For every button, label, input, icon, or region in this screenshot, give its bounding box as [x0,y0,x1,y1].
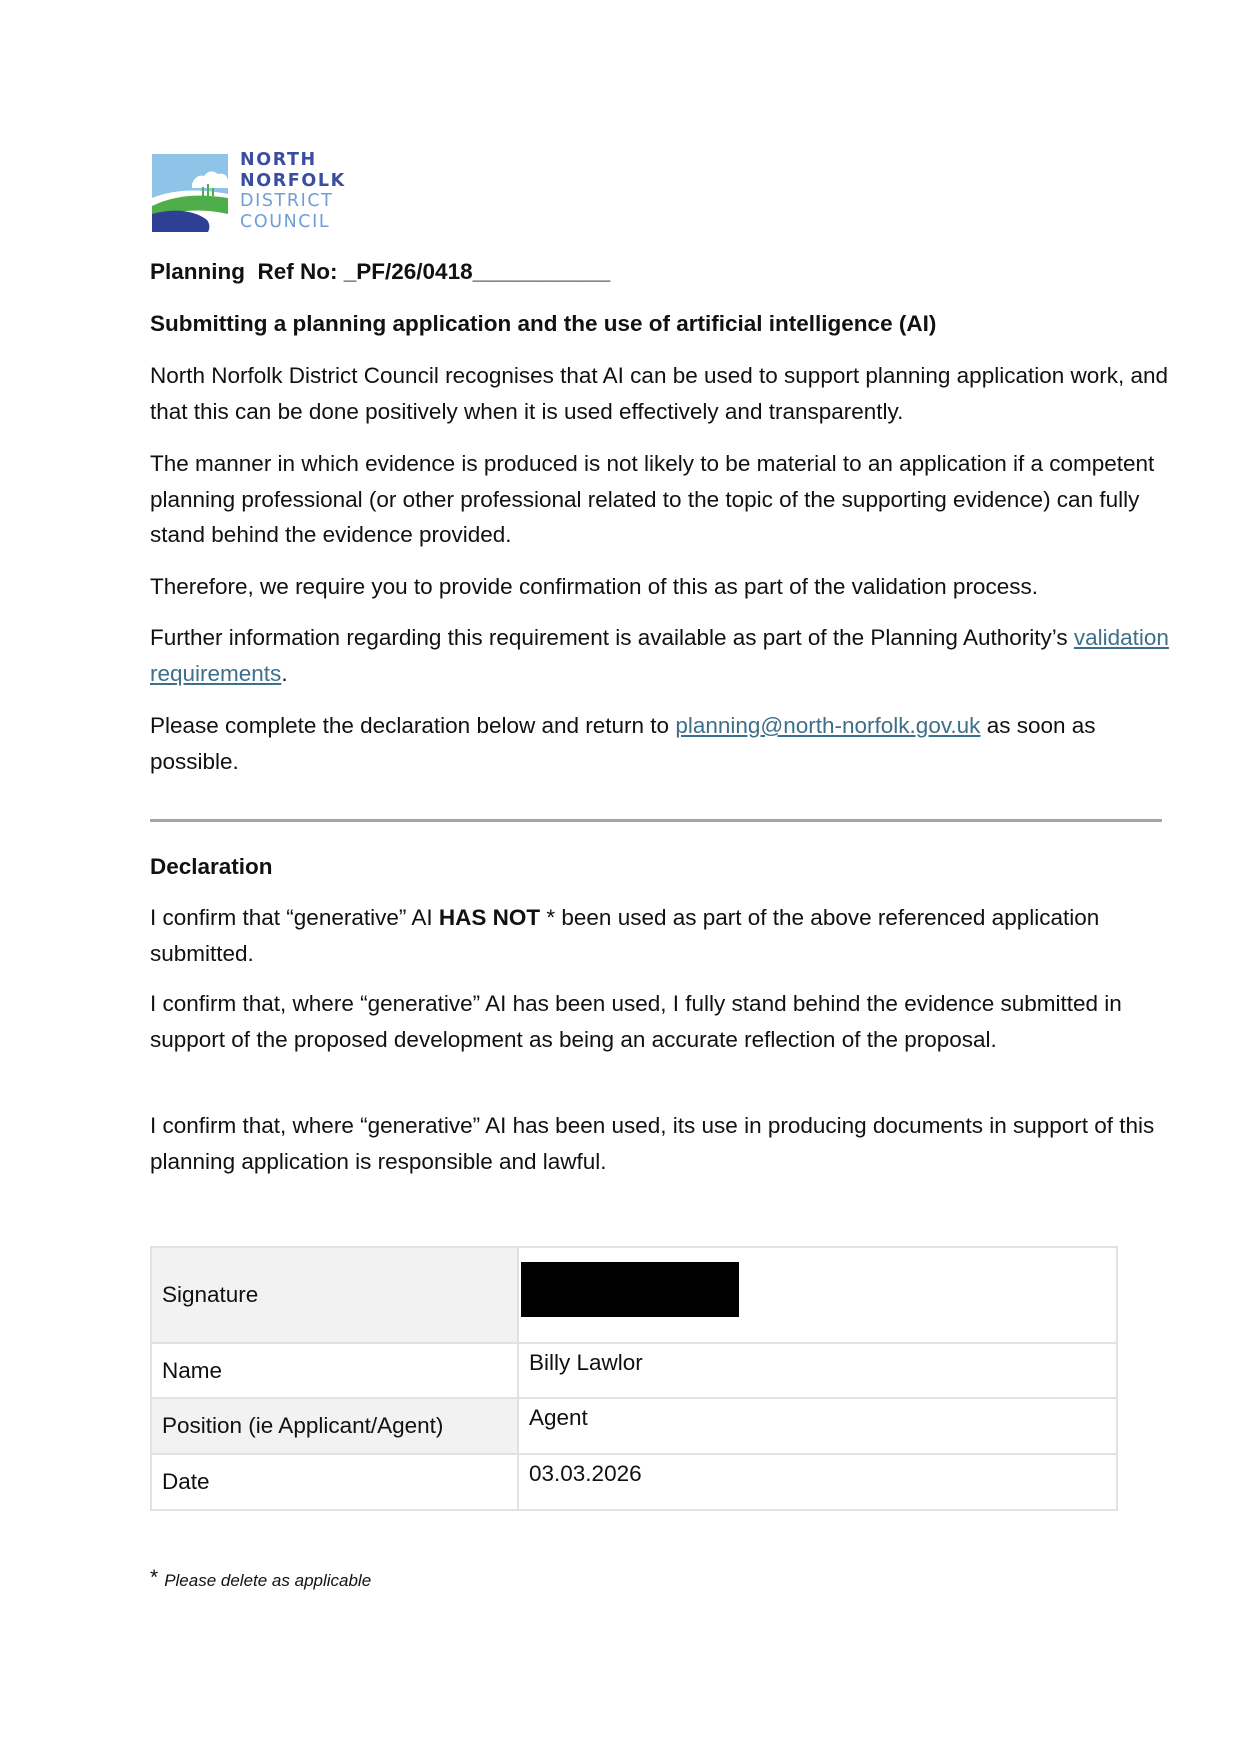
position-field[interactable]: Agent [518,1398,1117,1454]
footnote-asterisk: * [150,1566,159,1589]
planning-ref [150,254,1170,290]
declaration-1-emphasis: HAS NOT [438,905,541,930]
declaration-1-pre: I confirm that “generative” AI [150,905,439,930]
page-heading: Submitting a planning application and the use of artificial intelligence (AI) [150,311,937,336]
council-logo-icon [152,154,228,232]
declaration-statement-3: I confirm that, where “generative” AI has been used, its use in producing documents in support of this planning application is responsible and lawful. [150,1113,1155,1174]
signature-form-table [150,1246,1118,1511]
name-field[interactable]: Billy Lawlor [518,1343,1117,1398]
date-label: Date [151,1454,518,1510]
intro-paragraph-1: North Norfolk District Council recognises that AI can be used to support planning application work, and that this can be done positively when it is used effectively and transparently. [150,363,1169,424]
intro-paragraph-5 [150,708,1170,779]
date-row [151,1454,1117,1510]
logo-line-north: NORTH [240,150,317,170]
planning-email-link[interactable]: planning@north-norfolk.gov.uk [675,713,981,738]
name-label: Name [151,1343,518,1398]
position-label: Position (ie Applicant/Agent) [151,1398,518,1454]
paragraph-4-end: . [281,660,288,686]
council-logo [152,150,362,234]
intro-paragraph-4 [150,620,1170,691]
paragraph-5-end: as soon as possible. [150,713,1096,774]
logo-line-council: COUNCIL [240,211,331,232]
logo-line-district: DISTRICT [240,191,334,211]
signature-row [151,1247,1117,1343]
declaration-1-post: * been used as part of the above referenced application submitted. [150,905,1100,966]
date-field[interactable]: 03.03.2026 [518,1454,1117,1510]
footnote [150,1566,371,1591]
paragraph-5-text: Please complete the declaration below and return to [150,713,676,738]
redacted-signature [521,1262,739,1317]
logo-line-norfolk: NORFOLK [240,170,346,191]
intro-paragraph-3: Therefore, we require you to provide confirmation of this as part of the validation process. [150,574,1038,599]
declaration-statement-2: I confirm that, where “generative” AI has been used, I fully stand behind the evidence submitted in support of the proposed development as being an accurate reflection of the proposal. [150,991,1122,1052]
signature-label: Signature [151,1247,518,1343]
intro-paragraph-2: The manner in which evidence is produced is not likely to be material to an application if a competent planning professional (or other professional related to the topic of the supporting evidence) can fully stand behind the evidence provided. [150,451,1155,547]
declaration-statement-1 [150,900,1170,971]
signature-field[interactable] [518,1247,1117,1343]
declaration-title: Declaration [150,854,273,879]
validation-requirements-link[interactable]: validation requirements [150,625,1169,686]
paragraph-4-text: Further information regarding this requirement is available as part of the Planning Authority’s [150,625,1074,650]
footnote-text: Please delete as applicable [164,1571,372,1590]
name-row [151,1343,1117,1398]
planning-ref-value: _PF/26/0418___________ [343,259,611,284]
position-row [151,1398,1117,1454]
council-logo-wordmark [240,150,346,232]
section-divider [150,819,1162,822]
planning-ref-label: Planning Ref No: [150,259,344,284]
